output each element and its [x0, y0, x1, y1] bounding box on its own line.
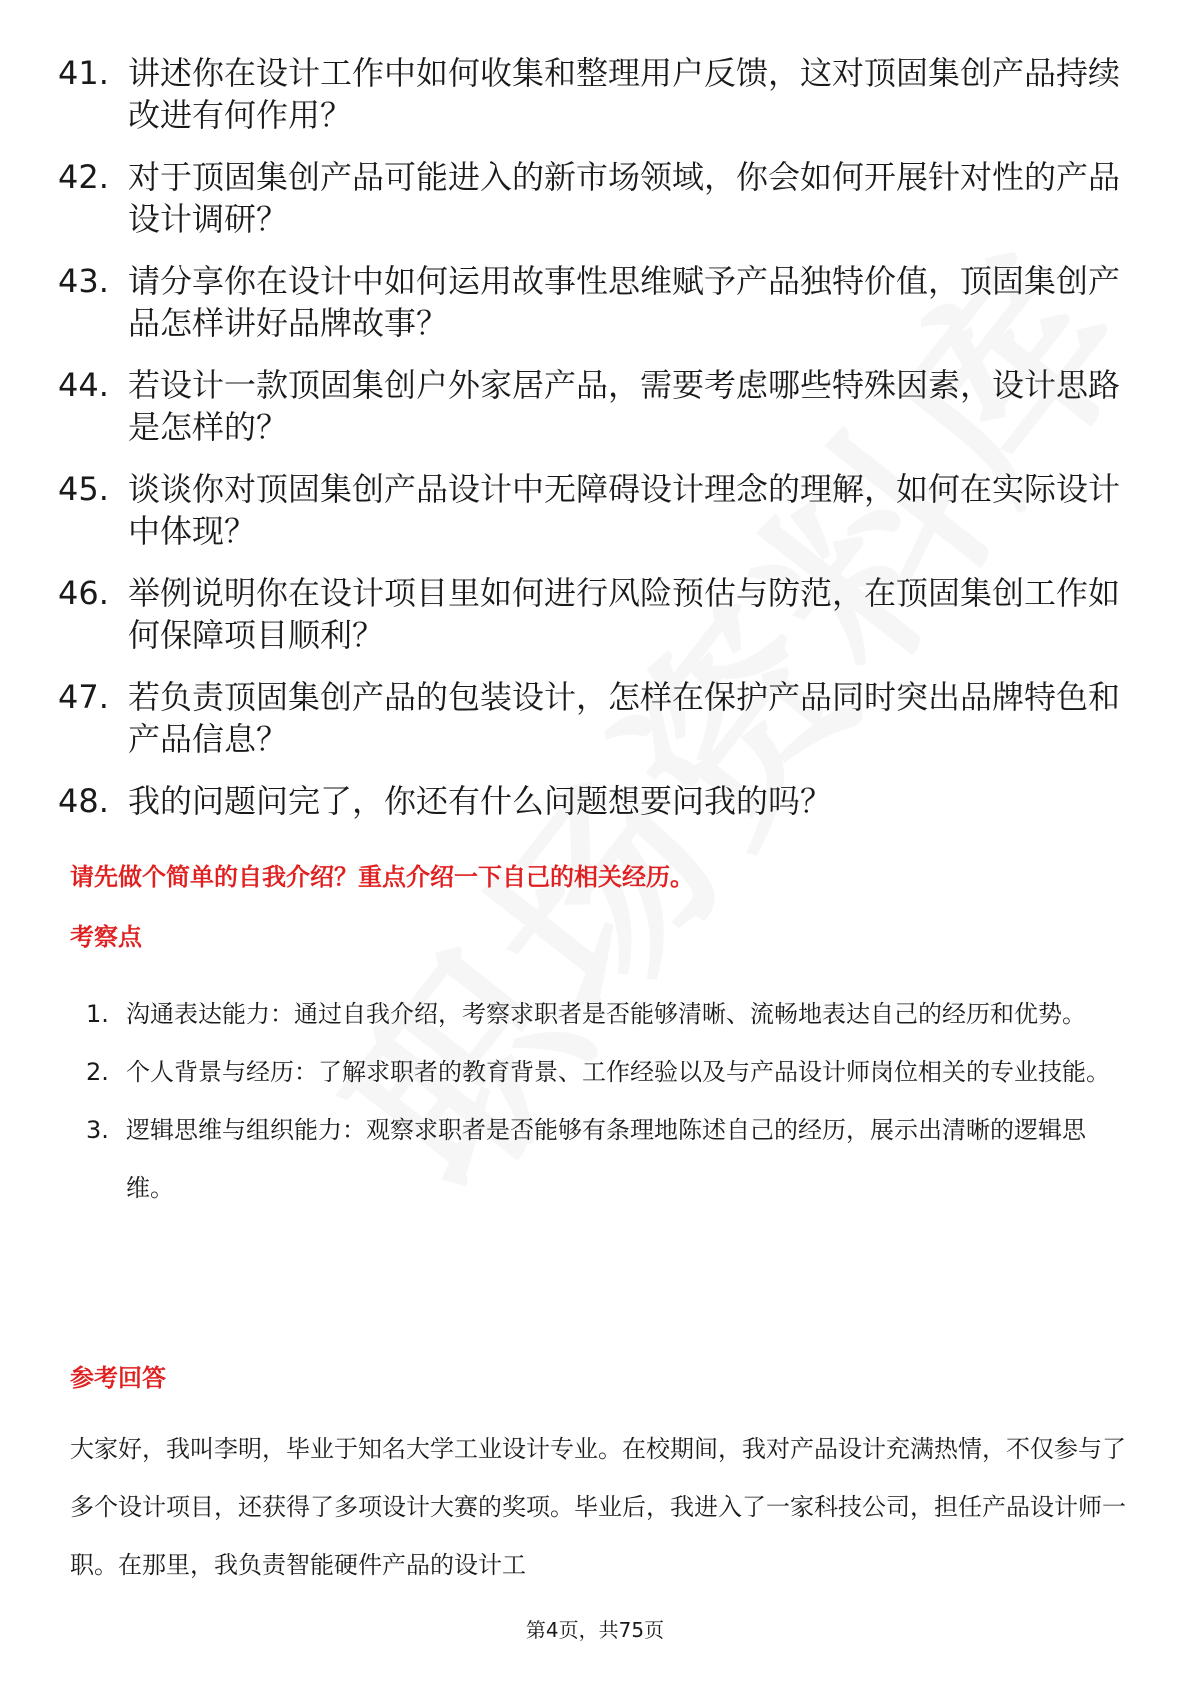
list-item: [58, 780, 1130, 822]
point-number: 1.: [86, 1000, 109, 1028]
list-item: [58, 156, 1130, 240]
list-item: [58, 260, 1130, 344]
question-number: 42.: [58, 158, 109, 196]
question-number: 41.: [58, 54, 109, 92]
question-text: 对于顶固集创产品可能进入的新市场领域，你会如何开展针对性的产品设计调研？: [128, 158, 1121, 238]
list-item: [58, 676, 1130, 760]
question-text: 若负责顶固集创产品的包装设计，怎样在保护产品同时突出品牌特色和产品信息？: [128, 678, 1121, 758]
list-item: [58, 52, 1130, 136]
question-text: 若设计一款顶固集创户外家居产品，需要考虑哪些特殊因素，设计思路是怎样的？: [128, 366, 1121, 446]
section-question-heading: 请先做个简单的自我介绍？重点介绍一下自己的相关经历。: [70, 863, 694, 891]
question-number: 48.: [58, 782, 109, 820]
point-text: 逻辑思维与组织能力：观察求职者是否能够有条理地陈述自己的经历，展示出清晰的逻辑思维。: [126, 1116, 1086, 1202]
question-number: 43.: [58, 262, 109, 300]
list-item: [86, 1101, 1126, 1217]
question-text: 我的问题问完了，你还有什么问题想要问我的吗？: [128, 782, 833, 820]
list-item: [86, 1043, 1126, 1101]
question-text: 请分享你在设计中如何运用故事性思维赋予产品独特价值，顶固集创产品怎样讲好品牌故事？: [128, 262, 1121, 342]
points-list: [86, 985, 1126, 1217]
question-number: 46.: [58, 574, 109, 612]
question-number: 45.: [58, 470, 109, 508]
page-footer: 第4页，共75页: [525, 1618, 665, 1642]
list-item: [58, 364, 1130, 448]
list-item: [58, 468, 1130, 552]
point-text: 沟通表达能力：通过自我介绍，考察求职者是否能够清晰、流畅地表达自己的经历和优势。: [126, 1000, 1086, 1028]
question-text: 讲述你在设计工作中如何收集和整理用户反馈，这对顶固集创产品持续改进有何作用？: [128, 54, 1121, 134]
question-text: 举例说明你在设计项目里如何进行风险预估与防范，在顶固集创工作如何保障项目顺利？: [128, 574, 1121, 654]
list-item: [86, 985, 1126, 1043]
question-number: 44.: [58, 366, 109, 404]
question-text: 谈谈你对顶固集创产品设计中无障碍设计理念的理解，如何在实际设计中体现？: [128, 470, 1121, 550]
answer-label: 参考回答: [70, 1364, 166, 1392]
answer-paragraph: 大家好，我叫李明，毕业于知名大学工业设计专业。在校期间，我对产品设计充满热情，不仅参与了多个设计项目，还获得了多项设计大赛的奖项。毕业后，我进入了一家科技公司，担任产品设计师一职。在那里，我负责智能硬件产品的设计工: [70, 1435, 1126, 1579]
question-list: [58, 52, 1130, 842]
question-number: 47.: [58, 678, 109, 716]
points-label: 考察点: [70, 923, 142, 951]
point-number: 2.: [86, 1058, 109, 1086]
point-text: 个人背景与经历：了解求职者的教育背景、工作经验以及与产品设计师岗位相关的专业技能。: [126, 1058, 1110, 1086]
list-item: [58, 572, 1130, 656]
point-number: 3.: [86, 1116, 109, 1144]
